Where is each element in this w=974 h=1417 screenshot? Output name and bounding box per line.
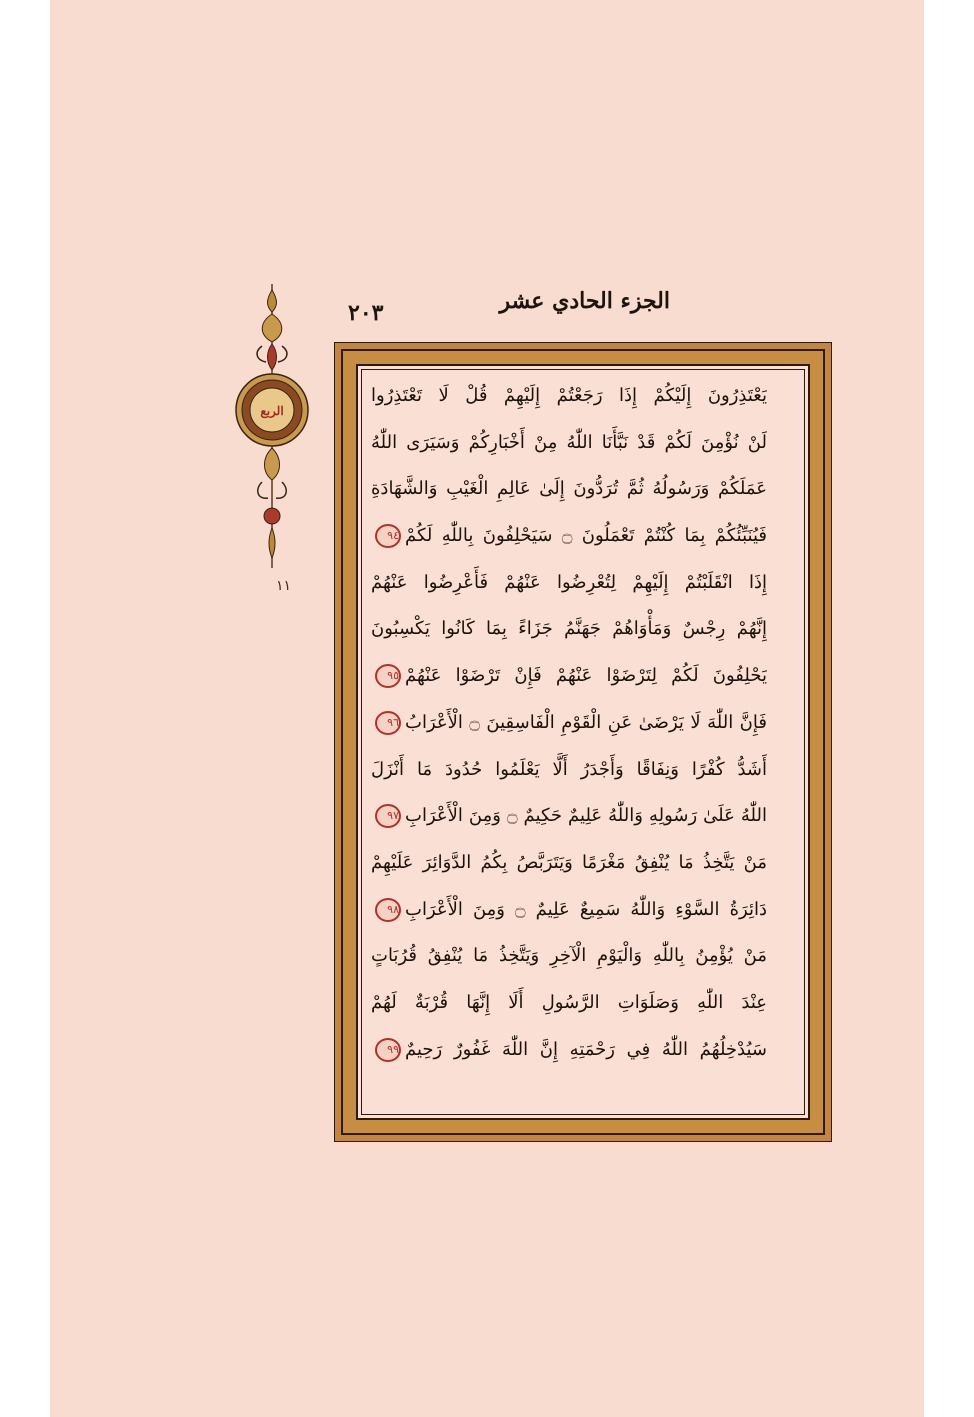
verse-text: مَنْ يُؤْمِنُ بِاللّٰهِ وَالْيَوْمِ الْآخِرِ وَيَتَّخِذُ مَا يُنْفِقُ قُرُبَاتٍ — [371, 945, 767, 967]
verse-line — [371, 513, 767, 560]
verse-text: فَإِنَّ اللّٰهَ لَا يَرْضَىٰ عَنِ الْقَوْمِ الْفَاسِقِينَ ۝ الْأَعْرَابُ — [405, 711, 767, 733]
verse-line — [371, 840, 767, 887]
verse-line — [371, 466, 767, 513]
verse-text: اللّٰهُ عَلَىٰ رَسُولِهِ وَاللّٰهُ عَلِيمٌ حَكِيمٌ ۝ وَمِنَ الْأَعْرَابِ — [405, 805, 767, 827]
verse-line — [371, 653, 767, 700]
ayah-number-marker: ٩٤ — [375, 524, 401, 548]
verse-text: إِذَا انْقَلَبْتُمْ إِلَيْهِمْ لِتُعْرِضُوا عَنْهُمْ فَأَعْرِضُوا عَنْهُمْ — [371, 571, 767, 593]
verse-line — [371, 700, 767, 747]
juz-title: الجزء الحادي عشر — [499, 288, 670, 314]
verse-text: عِنْدَ اللّٰهِ وَصَلَوَاتِ الرَّسُولِ أَلَا إِنَّهَا قُرْبَةٌ لَهُمْ — [371, 991, 767, 1013]
verse-line — [371, 420, 767, 467]
verse-text: دَائِرَةُ السَّوْءِ وَاللّٰهُ سَمِيعٌ عَلِيمٌ ۝ وَمِنَ الْأَعْرَابِ — [405, 898, 767, 920]
ayah-number-marker: ٩٦ — [375, 711, 401, 735]
ayah-number-marker: ٩٧ — [375, 804, 401, 828]
text-frame — [334, 342, 832, 1142]
side-number: ١١ — [276, 578, 292, 594]
verse-line — [371, 747, 767, 794]
verse-text: أَشَدُّ كُفْرًا وَنِفَاقًا وَأَجْدَرُ أَلَّا يَعْلَمُوا حُدُودَ مَا أَنْزَلَ — [371, 758, 767, 780]
verse-line — [371, 980, 767, 1027]
verse-line — [371, 793, 767, 840]
verse-text: مَنْ يَتَّخِذُ مَا يُنْفِقُ مَغْرَمًا وَيَتَرَبَّصُ بِكُمُ الدَّوَائِرَ عَلَيْهِمْ — [371, 851, 767, 873]
verse-line — [371, 373, 767, 420]
verse-text: لَنْ نُؤْمِنَ لَكُمْ قَدْ نَبَّأَنَا اللّٰهُ مِنْ أَخْبَارِكُمْ وَسَيَرَى اللّٰهُ — [371, 431, 767, 453]
ayah-number-marker: ٩٨ — [375, 898, 401, 922]
verse-line — [371, 933, 767, 980]
verse-text: يَعْتَذِرُونَ إِلَيْكُمْ إِذَا رَجَعْتُمْ إِلَيْهِمْ قُلْ لَا تَعْتَذِرُوا — [371, 385, 767, 406]
verse-line — [371, 887, 767, 934]
verse-line — [371, 560, 767, 607]
verse-text: إِنَّهُمْ رِجْسٌ وَمَأْوَاهُمْ جَهَنَّمُ جَزَاءً بِمَا كَانُوا يَكْسِبُونَ — [371, 618, 767, 640]
verse-text: يَحْلِفُونَ لَكُمْ لِتَرْضَوْا عَنْهُمْ فَإِنْ تَرْضَوْا عَنْهُمْ — [405, 665, 767, 687]
rub-medallion-text: الربع — [260, 404, 284, 418]
page-number: ٢٠٣ — [348, 300, 384, 326]
verse-text: سَيُدْخِلُهُمُ اللّٰهُ فِي رَحْمَتِهِ إِنَّ اللّٰهَ غَفُورٌ رَحِيمٌ — [405, 1038, 767, 1060]
rub-ornament — [232, 282, 312, 582]
quran-text — [371, 373, 767, 1073]
verse-text: عَمَلَكُمْ وَرَسُولُهُ ثُمَّ تُرَدُّونَ إِلَىٰ عَالِمِ الْغَيْبِ وَالشَّهَادَةِ — [371, 478, 767, 500]
verse-line — [371, 606, 767, 653]
ayah-number-marker: ٩٥ — [375, 664, 401, 688]
page-header — [340, 282, 830, 332]
verse-line — [371, 1027, 767, 1074]
verse-text: فَيُنَبِّئُكُمْ بِمَا كُنْتُمْ تَعْمَلُونَ ۝ سَيَحْلِفُونَ بِاللّٰهِ لَكُمْ — [405, 525, 767, 547]
ayah-number-marker: ٩٩ — [375, 1038, 401, 1062]
